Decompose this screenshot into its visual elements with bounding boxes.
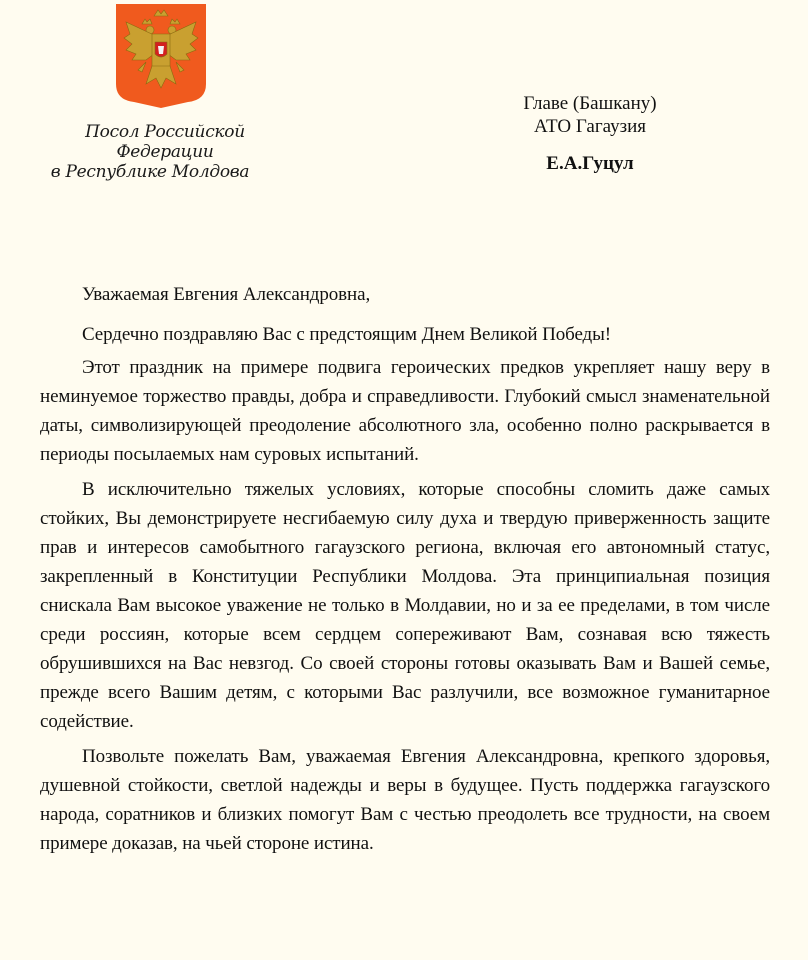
- letter-body: [40, 280, 770, 864]
- letter-paragraph: В исключительно тяжелых условиях, которые способны сломить даже самых стойких, Вы демонстрируете несгибаемую силу духа и твердую приверженность защите прав и интересов самобытного гагаузского региона, включая его автономный статус, закрепленный в Конституции Республики Молдова. Эта принципиальная позиция снискала Вам высокое уважение не только в Молдавии, но и за ее пределами, в том числе среди россиян, которые всем сердцем сопереживают Вам, сознавая всю тяжесть обрушившихся на Вас невзгод. Со своей стороны готовы оказывать Вам и Вашей семье, прежде всего Вашим детям, с которыми Вас разлучили, все возможное гуманитарное содействие.: [40, 479, 770, 732]
- recipient-block: [480, 92, 700, 175]
- russian-coat-of-arms-icon: [116, 4, 206, 108]
- sender-signature-block: [40, 122, 290, 182]
- letter-greeting: Уважаемая Евгения Александровна,: [82, 284, 371, 305]
- recipient-line-1: Главе (Башкану): [523, 93, 657, 114]
- sender-line-1: Посол Российской Федерации: [85, 122, 245, 162]
- letter-paragraph: Позвольте пожелать Вам, уважаемая Евгения Александровна, крепкого здоровья, душевной стойкости, светлой надежды и веры в будущее. Пусть поддержка гагаузского народа, соратников и близких помогут Вам с честью преодолеть все трудности, на своем примере доказав, на чьей стороне истина.: [40, 746, 770, 854]
- recipient-name: Е.А.Гуцул: [546, 153, 634, 174]
- sender-line-2: в Республике Молдова: [50, 162, 250, 182]
- letter-paragraph: Сердечно поздравляю Вас с предстоящим Днем Великой Победы!: [82, 324, 611, 345]
- recipient-line-2: АТО Гагаузия: [534, 116, 646, 137]
- letter-paragraph: Этот праздник на примере подвига героических предков укрепляет нашу веру в неминуемое торжество правды, добра и справедливости. Глубокий смысл знаменательной даты, символизирующей преодоление абсолютного зла, особенно полно раскрывается в периоды посылаемых нам суровых испытаний.: [40, 357, 770, 465]
